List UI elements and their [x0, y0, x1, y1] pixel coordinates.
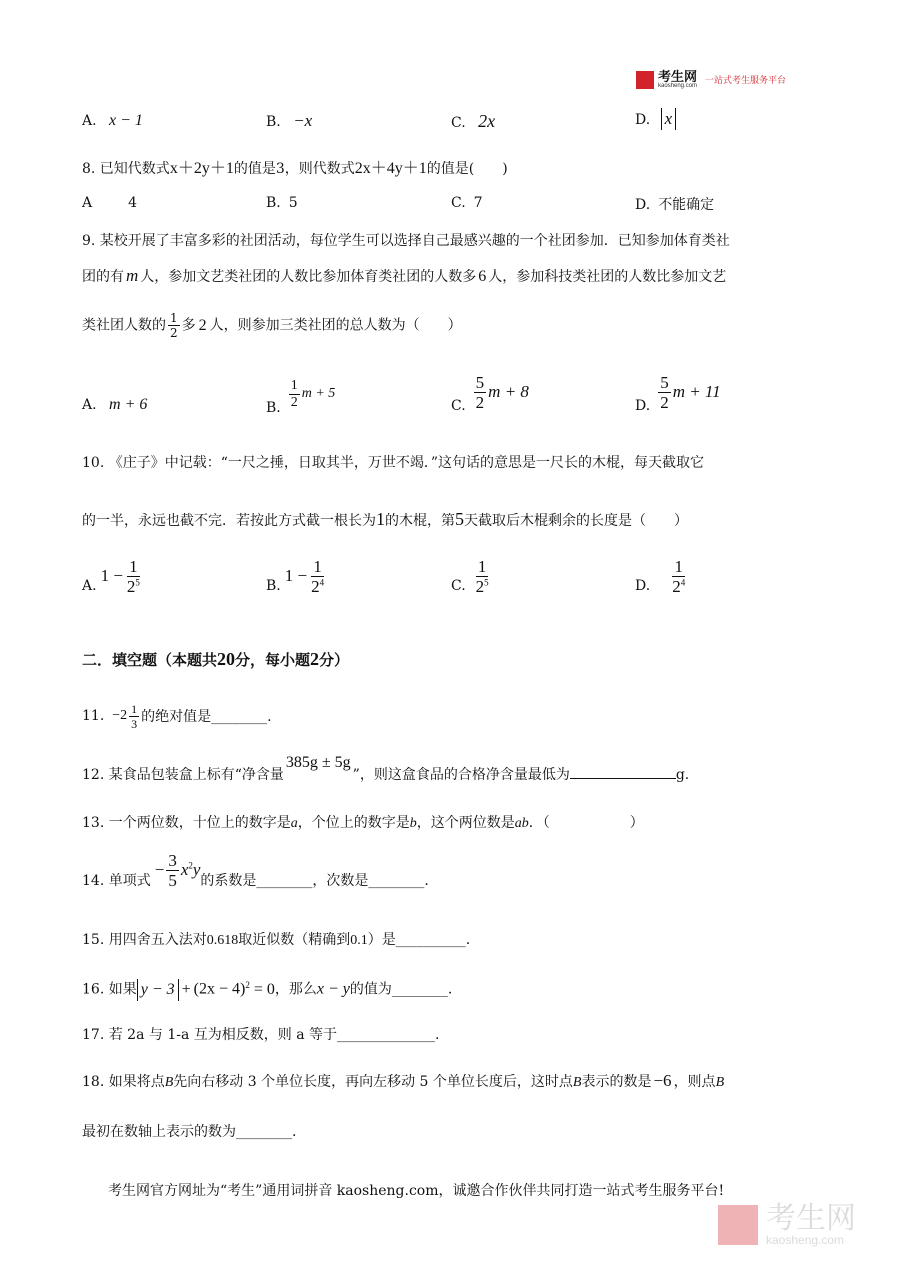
q7-option-d	[635, 108, 676, 131]
option-label: C.	[451, 398, 466, 414]
option-label: A.	[82, 113, 97, 129]
q13-text: ，这个两位数是	[416, 815, 515, 831]
q9-two: 2	[198, 316, 207, 334]
q11-num: 11.	[82, 708, 105, 724]
option-label: B.	[266, 114, 281, 130]
q10-five: 5	[455, 509, 464, 529]
q9-text: 类社团人数的	[82, 317, 166, 334]
q16-plus: +	[181, 980, 191, 998]
option-expr: m + 6	[109, 396, 148, 413]
q18-text: 18. 如果将点	[82, 1074, 165, 1090]
denominator	[125, 577, 142, 595]
q9-text: 人，则参加三类社团的总人数为（ ）	[209, 317, 462, 334]
option-label: C.	[451, 578, 466, 594]
exponent: 5	[135, 576, 140, 587]
q14-monomial: $x^2y$	[180, 860, 201, 879]
q8-prefix: 8. 已知代数式	[82, 161, 170, 177]
q15	[82, 929, 470, 952]
q12-suffix: ”，则这盒食品的合格净含量最低为	[352, 767, 570, 783]
option-expr: −x	[293, 111, 313, 130]
q7-option-c	[451, 110, 495, 134]
option-label: C.	[451, 195, 466, 211]
section-text: 二．填空题（本题共	[82, 651, 218, 669]
q13-b: b	[409, 816, 417, 831]
option-value: 5	[288, 195, 298, 211]
q8-expr1: x＋2y＋1	[169, 160, 234, 177]
option-label: B.	[266, 400, 281, 416]
numerator: 1	[131, 701, 138, 716]
q18-text: 先向右移动 3 个单位长度，再向左移动 5 个单位长度后，这时点	[173, 1074, 573, 1090]
header-logo	[636, 70, 786, 89]
denominator: 2	[170, 326, 178, 340]
denominator	[670, 577, 687, 595]
q8-option-c	[451, 192, 483, 214]
section-score-each: 2	[310, 649, 320, 669]
watermark-text: 考生网	[766, 1202, 856, 1235]
q9-text: 人，参加文艺类社团的人数比参加体育类社团的人数多	[140, 269, 477, 285]
q7-option-b	[266, 110, 312, 133]
q16-text: 的值为________.	[349, 981, 453, 998]
q16-abs: y − 3	[137, 979, 179, 1001]
option-expr: x − 1	[109, 112, 143, 129]
header-slogan: 一站式考生服务平台	[705, 76, 787, 86]
numerator: 1	[313, 556, 322, 576]
q9-text: 团的有	[82, 269, 124, 285]
q17: 17. 若 2a 与 1-a 互为相反数，则 a 等于______________.	[82, 1027, 440, 1043]
q14	[82, 846, 429, 894]
option-value: 4	[128, 195, 138, 211]
watermark	[718, 1204, 856, 1246]
q8-option-b	[266, 192, 298, 214]
section-score-total: 20	[217, 649, 236, 669]
denominator: 5	[168, 870, 177, 890]
option-value: 7	[473, 195, 483, 211]
q10-option-a	[82, 552, 144, 600]
base: 2	[311, 576, 320, 596]
option-prefix: 1 −	[284, 566, 308, 585]
q11-fraction	[129, 703, 139, 730]
option-label: D.	[635, 398, 651, 414]
numerator: 1	[170, 311, 178, 325]
q14-prefix: 14. 单项式	[82, 873, 151, 889]
denominator	[309, 577, 326, 595]
q15-text: 15. 用四舍五入法对	[82, 932, 207, 948]
q8-stem	[82, 158, 508, 180]
q9-option-a	[82, 394, 147, 416]
q12	[82, 754, 690, 786]
logo-domain: kaosheng.com	[658, 83, 698, 89]
q13-a: a	[290, 816, 298, 831]
q16-text: ，那么	[274, 981, 317, 998]
q16-eq: = 0	[253, 980, 275, 998]
q13-text: 13. 一个两位数，十位上的数字是	[82, 815, 291, 831]
q9-six: 6	[478, 268, 487, 285]
logo-text: 考生网	[658, 69, 698, 84]
option-label: C.	[451, 115, 466, 131]
denominator: 2	[290, 394, 298, 410]
q13-ab: ab	[514, 816, 529, 831]
option-fraction	[125, 558, 142, 595]
q10-line1: 10. 《庄子》中记载：“一尺之捶，日取其半，万世不竭．”这句话的意思是一尺长的木棍，每天截取它	[82, 455, 705, 471]
denominator: 2	[660, 392, 669, 412]
numerator: 3	[168, 850, 177, 870]
q12-prefix: 12. 某食品包装盒上标有“净含量	[82, 767, 284, 783]
numerator: 1	[129, 556, 138, 576]
exponent: 4	[680, 576, 686, 587]
q7-option-a	[82, 110, 143, 132]
q15-v2: 0.1	[350, 933, 368, 948]
option-expr: x	[661, 108, 677, 130]
q12-expr: 385g ± 5g	[285, 754, 351, 771]
option-label: A	[82, 195, 93, 211]
q9-text: 人，参加科技类社团的人数比参加文艺	[488, 269, 727, 285]
q9-option-d	[635, 370, 721, 414]
numerator: 1	[674, 556, 683, 576]
option-label: D.	[635, 197, 651, 213]
q9-var-m: m	[126, 266, 139, 285]
numerator: 1	[477, 556, 487, 576]
section2-title	[82, 648, 349, 671]
q8-mid: 的值是3，则代数式	[233, 161, 355, 177]
option-fraction	[474, 374, 487, 411]
option-label: D.	[635, 112, 651, 128]
q9-option-c	[451, 370, 529, 414]
q13-text: ）	[629, 815, 644, 831]
q8-option-d	[635, 194, 714, 216]
section-text: 分，每小题	[235, 651, 311, 669]
q8-suffix: 的值是( )	[426, 161, 508, 177]
q18-neg6: −6	[653, 1071, 672, 1090]
q11-whole: −2	[112, 708, 128, 723]
option-fraction	[309, 558, 326, 595]
q12-blank	[570, 764, 676, 779]
q8-option-a	[82, 192, 137, 214]
option-value: 不能确定	[658, 197, 715, 213]
denominator: 3	[131, 716, 138, 731]
q11	[82, 696, 272, 736]
option-label: A.	[82, 397, 97, 413]
numerator: 5	[660, 372, 669, 392]
option-fraction	[474, 558, 491, 595]
q15-text: 取近似数（精确到	[238, 932, 351, 948]
option-label: B.	[266, 195, 281, 211]
q9-line3	[82, 312, 462, 339]
q10-text: 的木棍，第	[385, 513, 455, 529]
option-prefix: 1 −	[100, 566, 123, 585]
option-expr: m + 8	[488, 382, 529, 401]
watermark-logo-icon	[718, 1205, 758, 1245]
option-expr: m + 5	[301, 386, 336, 401]
q18-line1	[82, 1070, 724, 1094]
q9-line1: 9. 某校开展了丰富多彩的社团活动，每位学生可以选择自己最感兴趣的一个社团参加．已知参加体育类社	[82, 233, 730, 249]
q10-one: 1	[376, 509, 385, 529]
option-expr: 2x	[478, 111, 496, 131]
option-label: B.	[266, 578, 281, 594]
q10-option-c	[451, 552, 493, 600]
q18-point-b: B	[572, 1075, 582, 1090]
q16-exp: 2	[245, 980, 250, 990]
q16	[82, 974, 452, 1001]
option-expr: m + 11	[672, 382, 721, 401]
q12-unit: g.	[675, 767, 690, 783]
q16-expr: (2x − 4)	[193, 980, 246, 998]
q8-expr2: 2x＋4y＋1	[354, 160, 427, 177]
base: 2	[475, 576, 485, 596]
q14-fraction	[166, 852, 179, 889]
exponent: 5	[484, 576, 489, 587]
q9-text: 多	[181, 317, 196, 334]
q18-point-b: B	[715, 1075, 725, 1090]
q9-option-b	[266, 372, 335, 416]
q13-text: ，个位上的数字是	[297, 815, 410, 831]
q16-xy: x − y	[316, 980, 350, 998]
q15-text: ）是__________.	[367, 932, 471, 948]
q10-option-b	[266, 552, 328, 600]
q18-text: 表示的数是	[581, 1074, 652, 1090]
q14-text: 的系数是________，次数是________.	[200, 873, 429, 889]
numerator: 1	[290, 377, 298, 393]
base: 2	[126, 576, 136, 596]
exponent: 4	[319, 576, 325, 587]
q10-line2	[82, 508, 688, 532]
option-label: D.	[635, 578, 651, 594]
option-fraction	[670, 558, 687, 595]
q13-text: ．（	[528, 815, 550, 831]
q16-prefix: 16. 如果	[82, 981, 137, 998]
q10-text: 天截取后木棍剩余的长度是（ ）	[464, 513, 688, 529]
section-text: 分）	[319, 651, 350, 669]
option-label: A.	[82, 578, 97, 594]
option-fraction	[658, 374, 671, 411]
q18-point-b: B	[164, 1075, 174, 1090]
base: 2	[672, 576, 681, 596]
q10-option-d	[635, 552, 689, 600]
q11-text: 的绝对值是________.	[141, 709, 272, 725]
q18-line2: 最初在数轴上表示的数为________.	[82, 1124, 297, 1140]
q13	[82, 812, 644, 835]
q18-text: ，则点	[673, 1074, 716, 1090]
q14-minus: −	[154, 860, 165, 879]
q9-line2	[82, 265, 726, 288]
q9-half-fraction	[168, 312, 180, 339]
denominator	[474, 577, 491, 595]
watermark-domain: kaosheng.com	[766, 1233, 845, 1247]
logo-mark-icon	[636, 71, 654, 89]
footer-text: 考生网官方网址为“考生”通用词拼音 kaosheng.com，诚邀合作伙伴共同打造一站式考生服务平台!	[108, 1183, 725, 1199]
option-fraction	[289, 379, 300, 410]
numerator: 5	[475, 372, 485, 392]
q15-v1: 0.618	[206, 933, 239, 948]
q10-text: 的一半，永远也截不完．若按此方式截一根长为	[82, 513, 376, 529]
denominator: 2	[475, 392, 485, 412]
